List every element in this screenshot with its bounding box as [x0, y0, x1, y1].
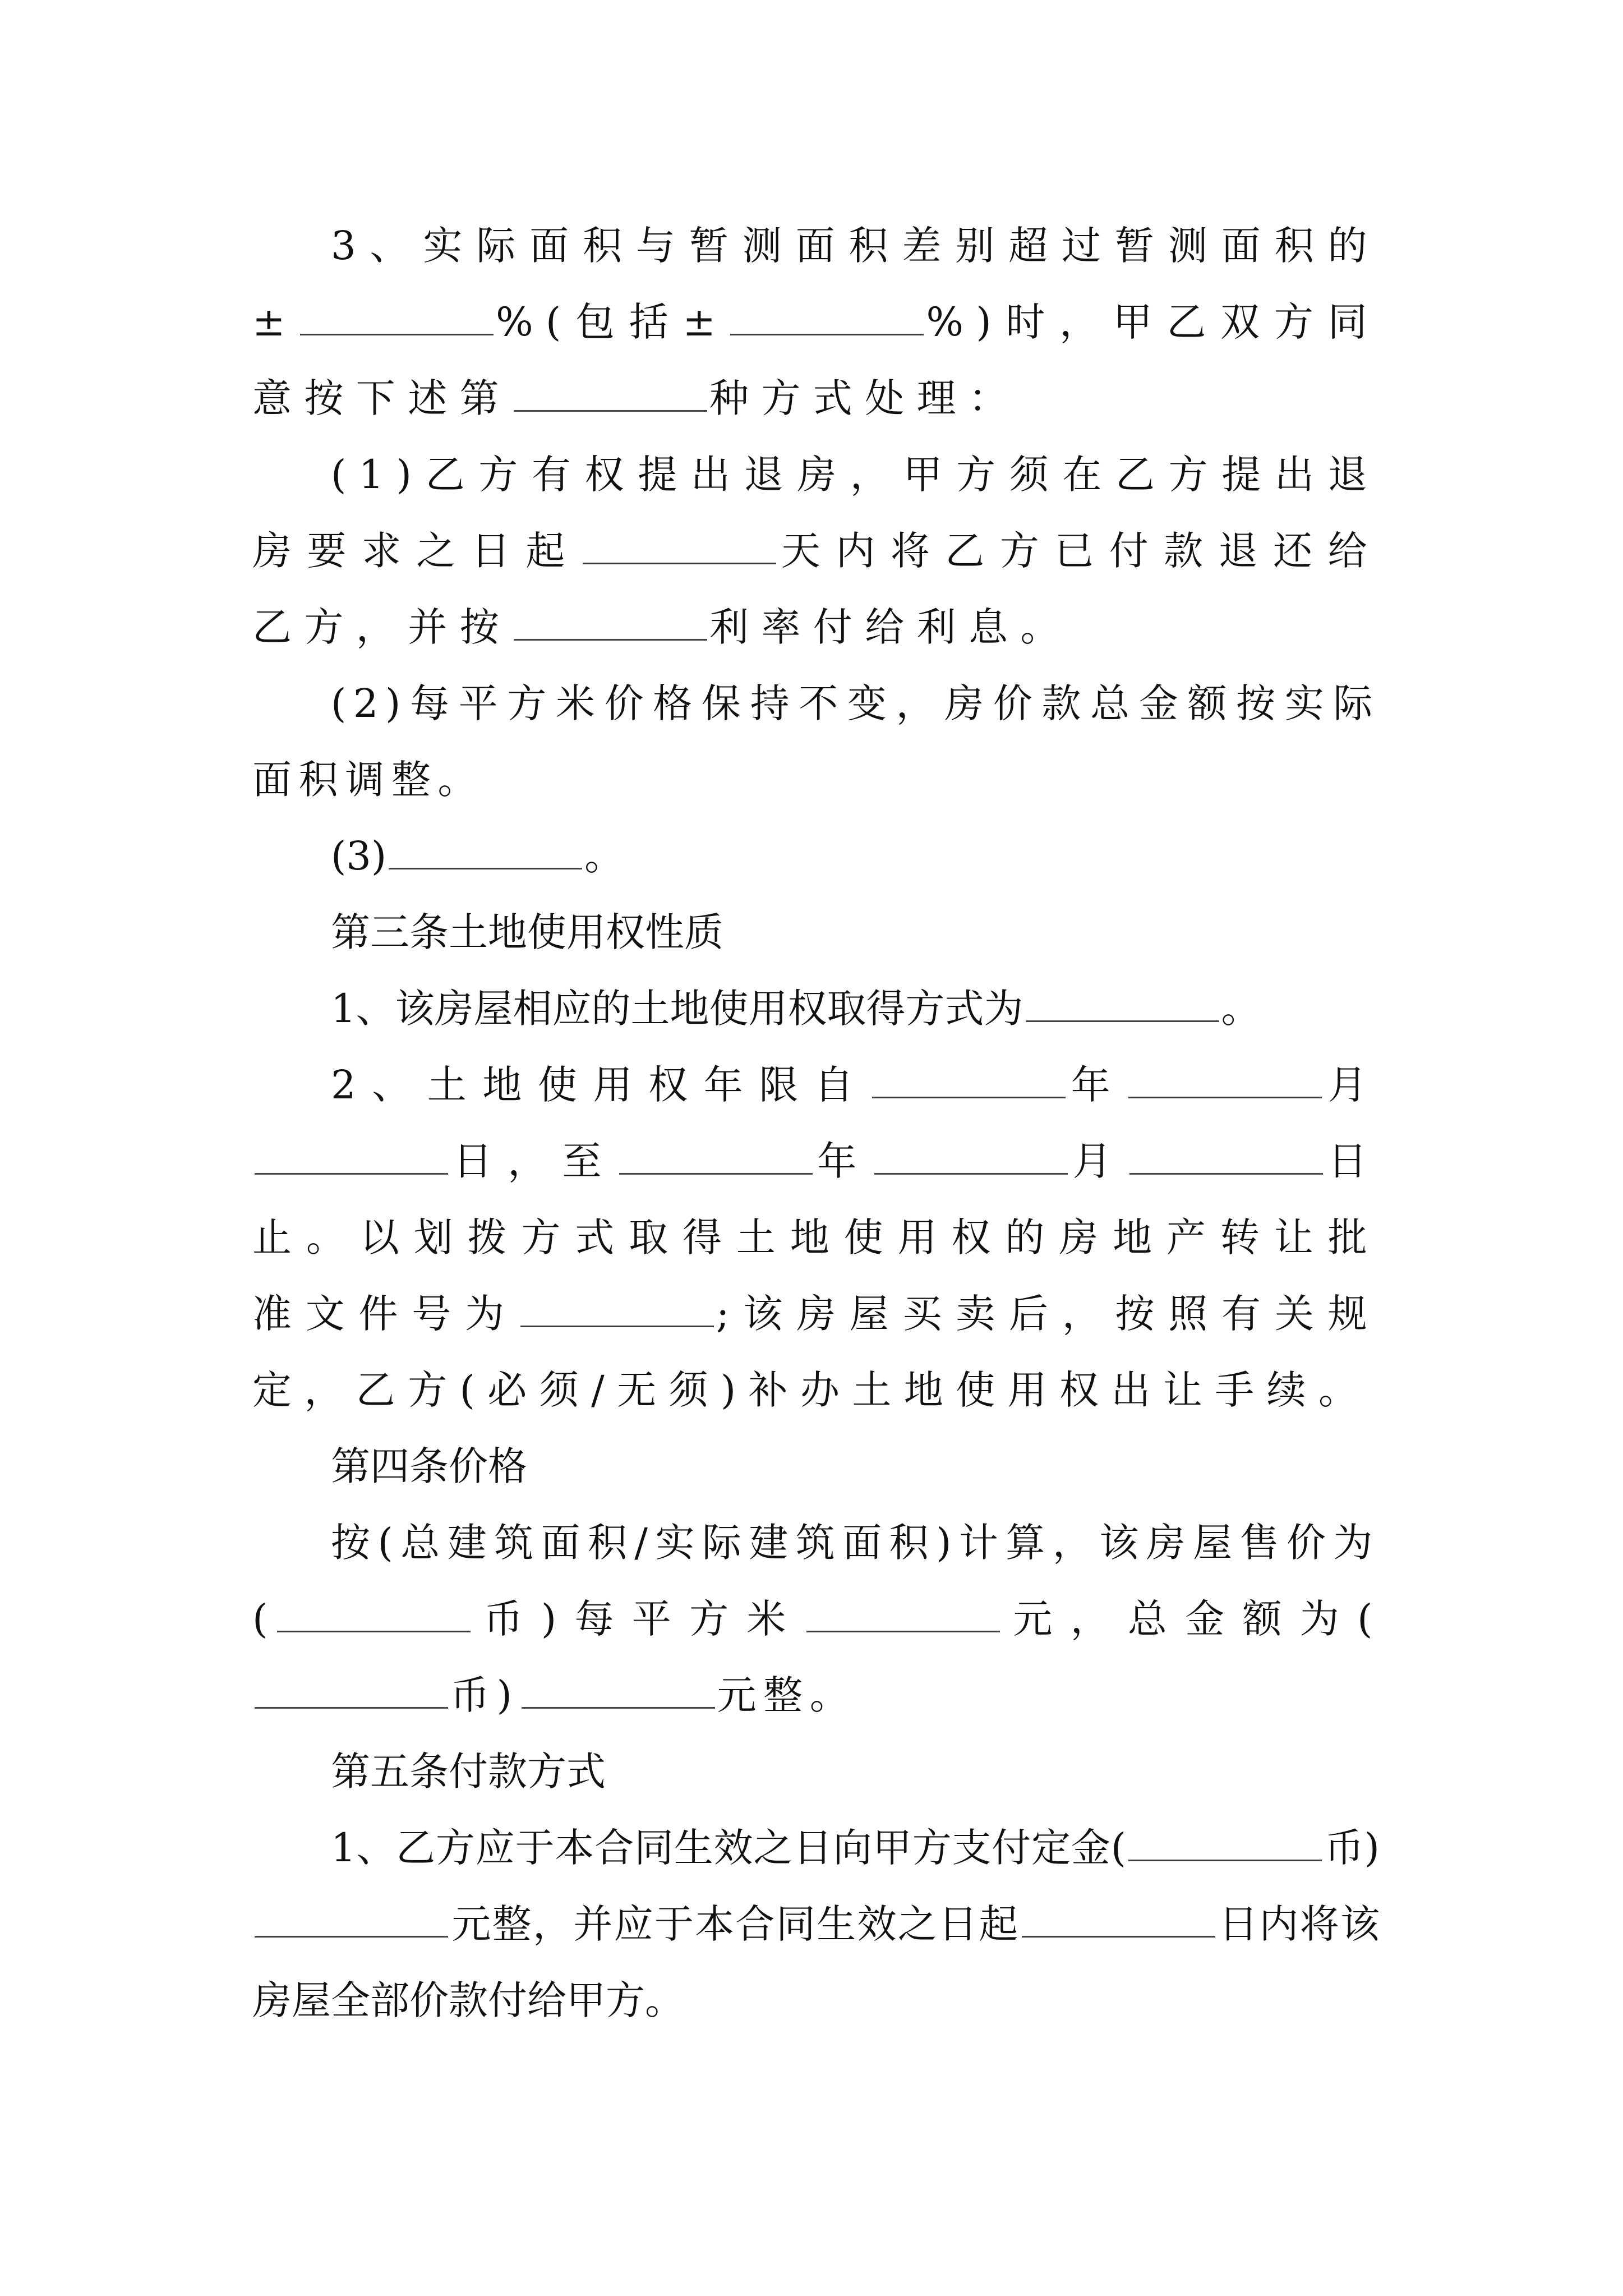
blank-line [255, 1672, 448, 1709]
paragraph-option-1 [252, 436, 1380, 665]
text-segment: 币)每平方米 [472, 1596, 804, 1642]
text-segment: 利率付给利息。 [709, 604, 1072, 650]
text-segment: 元整，并应于本合同生效之日起 [450, 1901, 1020, 1947]
paragraph-option-2 [252, 665, 1380, 818]
text-segment: 元整。 [717, 1672, 856, 1718]
blank-line [514, 604, 707, 641]
text-segment: 币) [1324, 1825, 1380, 1871]
text-segment: 月 [1324, 1062, 1380, 1108]
text-segment: 日内将该房屋全部价款付给甲方。 [252, 1901, 1380, 2023]
text-segment: 年 [814, 1138, 872, 1184]
blank-line [520, 1290, 714, 1327]
text-segment: 。 [1221, 986, 1261, 1032]
paragraph-payment [252, 1810, 1380, 2039]
text-segment: (2)每平方米价格保持不变，房价款总金额按实际面积调整。 [252, 680, 1380, 803]
text-segment: 日，至 [450, 1138, 617, 1184]
text-segment: (3) [331, 833, 387, 879]
text-segment: %)时，甲乙双方同意按下述第 [252, 299, 1380, 421]
blank-line [583, 527, 776, 564]
text-segment: 2、土地使用权年限自 [331, 1062, 870, 1108]
blank-line [730, 298, 924, 335]
text-segment: 元，总金额为( [1002, 1596, 1380, 1642]
section-heading-payment [252, 1733, 1380, 1810]
blank-line [389, 832, 582, 869]
heading-text: 第四条价格 [331, 1443, 527, 1489]
blank-line [522, 1672, 715, 1709]
section-heading-price [252, 1428, 1380, 1504]
blank-line [514, 375, 707, 412]
heading-text: 第三条土地使用权性质 [331, 909, 723, 955]
paragraph-option-3 [252, 818, 1380, 894]
blank-line [1022, 1901, 1215, 1938]
blank-line [874, 1138, 1068, 1175]
text-segment: 3、实际面积与暂测面积差别超过暂测面积的± [252, 223, 1380, 345]
blank-line [872, 1061, 1066, 1098]
blank-line [277, 1595, 471, 1632]
text-segment: 1、该房屋相应的土地使用权取得方式为 [331, 986, 1023, 1032]
text-segment: 种方式处理： [709, 375, 1021, 421]
text-segment: 按(总建筑面积/实际建筑面积)计算，该房屋售价为( [252, 1520, 1380, 1642]
text-segment: 年 [1067, 1062, 1127, 1108]
text-segment: 天内将乙方已付款退还给乙方，并按 [252, 528, 1380, 650]
blank-line [300, 298, 494, 335]
text-segment: 币) [450, 1672, 519, 1718]
blank-line [1026, 985, 1219, 1022]
text-segment: ;该房屋买卖后，按照有关规定，乙方(必须/无须)补办土地使用权出让手续。 [252, 1291, 1380, 1413]
text-segment: 1、乙方应于本合同生效之日向甲方支付定金( [331, 1825, 1127, 1871]
paragraph-area-difference [252, 208, 1380, 436]
paragraph-price [252, 1504, 1380, 1733]
text-segment: (1)乙方有权提出退房，甲方须在乙方提出退房要求之日起 [252, 452, 1380, 574]
contract-body [252, 208, 1380, 2039]
text-segment: %(包括± [496, 299, 728, 345]
text-segment: 日止。以划拨方式取得土地使用权的房地产转让批准文件号为 [252, 1138, 1380, 1337]
section-heading-land-use [252, 894, 1380, 970]
text-segment: 。 [584, 833, 624, 879]
heading-text: 第五条付款方式 [331, 1749, 606, 1795]
paragraph-land-acquisition [252, 970, 1380, 1047]
blank-line [255, 1138, 448, 1175]
blank-line [1129, 1138, 1323, 1175]
blank-line [1128, 1824, 1322, 1861]
text-segment: 月 [1069, 1138, 1127, 1184]
paragraph-land-term [252, 1047, 1380, 1428]
blank-line [255, 1901, 448, 1938]
blank-line [619, 1138, 813, 1175]
blank-line [1128, 1061, 1322, 1098]
blank-line [806, 1595, 1000, 1632]
